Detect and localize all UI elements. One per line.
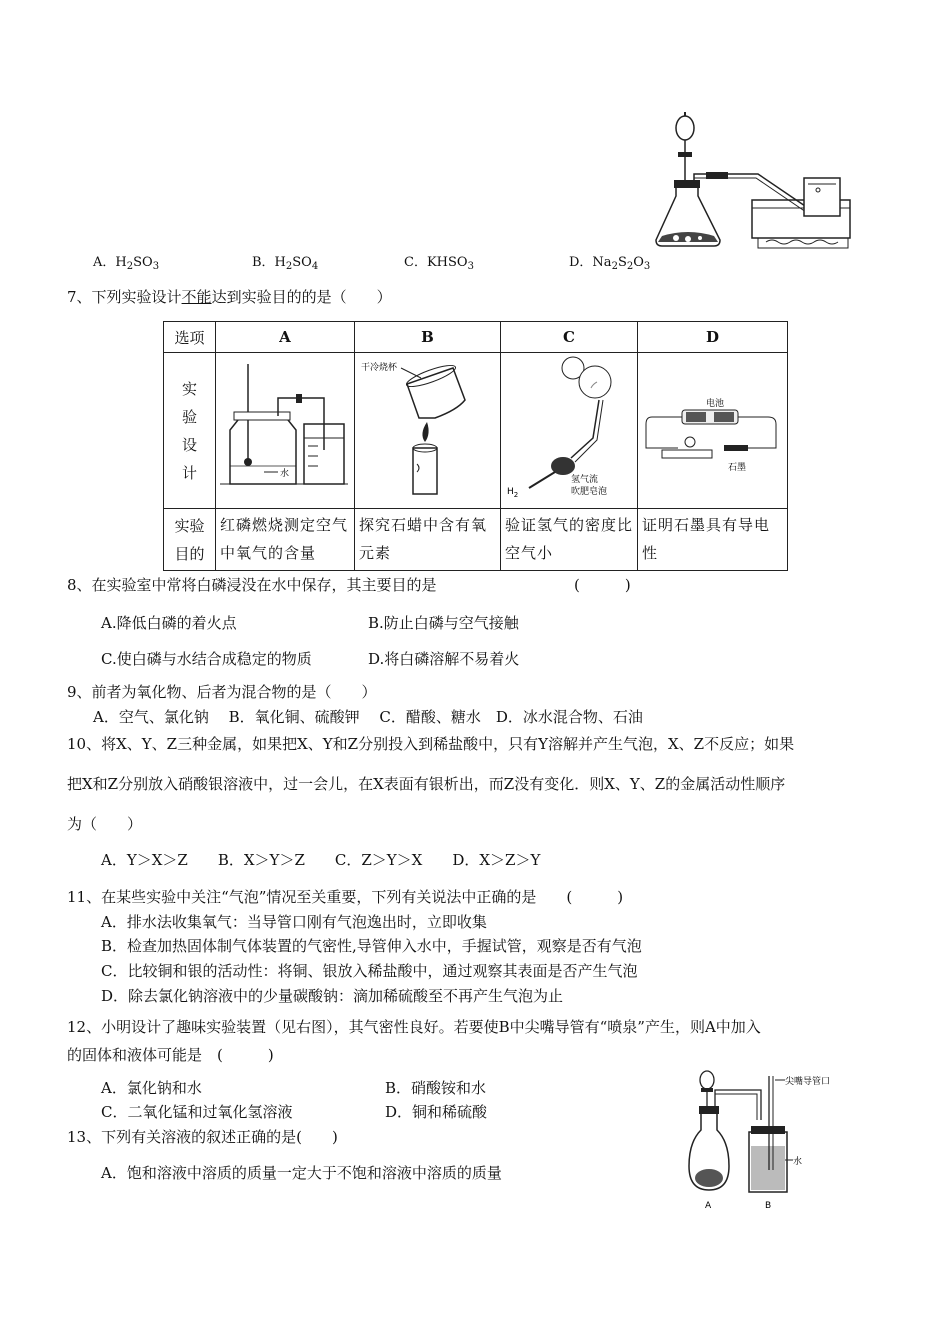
q7-stem: 7、下列实验设计不能达到实验目的的是（ ） <box>67 288 392 306</box>
q7-figure-a-phosphorus-bottle <box>216 354 352 504</box>
q9-options: A．空气、氯化钠 B．氧化铜、硫酸钾 C．醋酸、糖水 D．冰水混合物、石油 <box>93 708 643 726</box>
q7-design-c-cell <box>501 353 638 509</box>
q12-figure-nozzle-label: 尖嘴导管口 <box>785 1077 831 1087</box>
q7-figure-d-graphite-circuit <box>638 354 786 504</box>
q7-header-b: B <box>355 322 501 353</box>
q11-option-b: B．检查加热固体制气体装置的气密性,导管伸入水中，手握试管，观察是否有气泡 <box>101 937 642 955</box>
q7-design-d-cell <box>638 353 788 509</box>
q7-purpose-a: 红磷燃烧测定空气中氧气的含量 <box>216 509 355 571</box>
q7-purpose-b: 探究石蜡中含有氧元素 <box>355 509 501 571</box>
q7-figure-c-note-2: 吹肥皂泡 <box>571 486 608 497</box>
q12-figure-label-b: B <box>765 1201 772 1211</box>
q6-option-c: C．$KHSO_3$ <box>404 255 474 272</box>
q11-option-d: D．除去氯化钠溶液中的少量碳酸钠：滴加稀硫酸至不再产生气泡为止 <box>101 987 564 1005</box>
q12-option-b: B．硝酸铵和水 <box>385 1079 487 1097</box>
q8-option-a: A.降低白磷的着火点 <box>101 614 237 632</box>
q7-figure-a-water-label: 水 <box>280 468 290 479</box>
q7-purpose-row <box>164 509 788 571</box>
q7-header-a: A <box>216 322 355 353</box>
q7-figure-d-battery-label: 电池 <box>706 398 725 409</box>
q7-figure-c-h2-label: $H_2$ <box>507 486 519 499</box>
q10-line-2: 把X和Z分别放入硝酸银溶液中，过一会儿，在X表面有银析出，而Z没有变化．则X、Y、Z的金属活动性顺序 <box>67 775 786 793</box>
q7-design-b-cell <box>355 353 501 509</box>
q11-option-c: C．比较铜和银的活动性：将铜、银放入稀盐酸中，通过观察其表面是否产生气泡 <box>101 962 638 980</box>
q13-option-a: A．饱和溶液中溶质的质量一定大于不饱和溶液中溶质的质量 <box>101 1164 502 1182</box>
q13-stem: 13、下列有关溶液的叙述正确的是( ) <box>67 1128 338 1146</box>
q7-design-a-cell <box>216 353 355 509</box>
q12-option-d: D．铜和稀硫酸 <box>385 1103 488 1121</box>
q7-header-d: D <box>638 322 788 353</box>
q6-option-d: D．$Na_2S_2O_3$ <box>569 255 651 272</box>
q7-experiment-table <box>163 321 788 571</box>
q12-fountain-apparatus-figure <box>685 1066 835 1214</box>
q12-line-2: 的固体和液体可能是 ( ) <box>67 1046 274 1064</box>
q7-purpose-c: 验证氢气的密度比空气小 <box>501 509 638 571</box>
q7-design-label: 实 验 设 计 <box>164 353 216 509</box>
q7-figure-d-graphite-label: 石墨 <box>728 462 747 473</box>
q8-option-c: C.使白磷与水结合成稳定的物质 <box>101 650 312 668</box>
q12-option-c: C．二氧化锰和过氧化氢溶液 <box>101 1103 293 1121</box>
q10-options: A．Y＞X＞Z B．X＞Y＞Z C．Z＞Y＞X D．X＞Z＞Y <box>101 851 541 869</box>
q8-option-d: D.将白磷溶解不易着火 <box>368 650 520 668</box>
q12-figure-water-label: 水 <box>793 1157 803 1167</box>
q7-figure-c-hydrogen-bubbles <box>501 354 635 504</box>
q10-line-1: 10、将X、Y、Z三种金属，如果把X、Y和Z分别投入到稀盐酸中，只有Y溶解并产生气泡，X、Z不反应；如果 <box>67 735 795 753</box>
q12-option-a: A．氯化钠和水 <box>101 1079 202 1097</box>
q7-figure-b-candle-beaker <box>355 354 497 504</box>
q6-option-b: B．$H_2SO_4$ <box>252 255 319 272</box>
q7-header-option: 选项 <box>164 322 216 353</box>
q7-design-row <box>164 353 788 509</box>
q7-purpose-d: 证明石墨具有导电性 <box>638 509 788 571</box>
q6-apparatus-figure <box>648 108 854 253</box>
q7-figure-b-cup-label: 干冷烧杯 <box>361 362 398 373</box>
q6-option-a: A．$H_2SO_3$ <box>93 255 160 272</box>
q7-table-header-row <box>164 322 788 353</box>
q7-header-c: C <box>501 322 638 353</box>
q7-stem-emphasis: 不能 <box>181 288 212 306</box>
q10-line-3: 为（ ） <box>67 815 143 833</box>
q11-stem: 11、在某些实验中关注“气泡”情况至关重要，下列有关说法中正确的是 ( ) <box>67 888 624 906</box>
q9-stem: 9、前者为氧化物、后者为混合物的是（ ） <box>67 683 377 701</box>
q8-answer-paren: ( ) <box>574 576 631 594</box>
q7-figure-c-note-1: 氢气流 <box>571 474 599 485</box>
q8-stem: 8、在实验室中常将白磷浸没在水中保存，其主要目的是 <box>67 576 437 594</box>
q12-line-1: 12、小明设计了趣味实验装置（见右图），其气密性良好。若要使B中尖嘴导管有“喷泉”产生，则A中加入 <box>67 1018 761 1036</box>
q7-purpose-label: 实验 目的 <box>164 509 216 571</box>
q12-figure-label-a: A <box>705 1201 712 1211</box>
q11-option-a: A．排水法收集氧气：当导管口刚有气泡逸出时，立即收集 <box>101 913 487 931</box>
q8-option-b: B.防止白磷与空气接触 <box>368 614 519 632</box>
